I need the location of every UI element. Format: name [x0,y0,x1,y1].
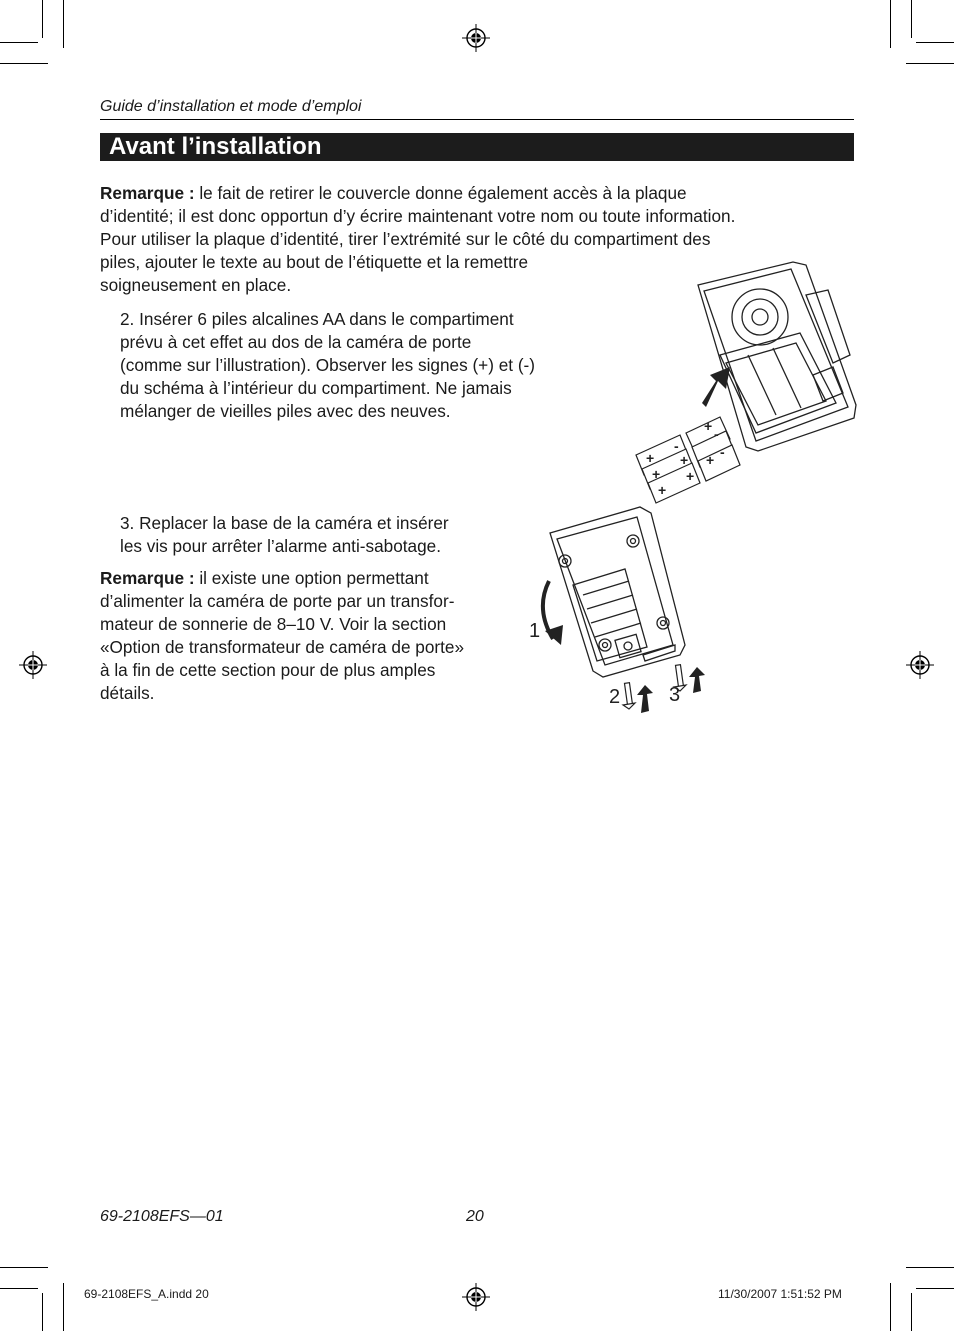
step-text: du schéma à l’intérieur du compartiment. Ne jamais [120,378,512,398]
step-text: mélanger de vieilles piles avec des neuves. [120,401,451,421]
document-number: 69-2108EFS—01 [100,1208,224,1225]
note-text: détails. [100,683,155,703]
note-text: d’identité; il est donc opportun d’y écrire maintenant votre nom ou toute information. [100,206,736,226]
crop-mark [890,1283,891,1331]
note-label: Remarque : [100,568,195,588]
crop-mark [890,0,891,48]
crop-mark [911,0,912,38]
crop-mark [916,42,954,43]
crop-mark [63,1283,64,1331]
note-paragraph [100,567,530,705]
crop-mark [916,1288,954,1289]
figure-label: 3 [669,684,681,706]
base-screws-illustration [525,505,725,720]
note-text: Pour utiliser la plaque d’identité, tirer l’extrémité sur le côté du compartiment des [100,229,711,249]
header-rule [100,119,854,120]
crop-mark [0,63,48,64]
note-text: il existe une option permettant [194,568,429,588]
note-label: Remarque : [100,183,195,203]
registration-mark-icon [462,24,490,52]
step-3 [120,512,566,558]
figure-label: 2 [609,686,621,708]
step-text: prévu à cet effet au dos de la caméra de porte [120,332,472,352]
crop-mark [0,42,38,43]
step-text: 2. Insérer 6 piles alcalines AA dans le compartiment [120,309,514,329]
note-text: piles, ajouter le texte au bout de l’étiquette et la remettre [100,252,529,272]
svg-text:+: + [706,452,715,468]
note-text: à la fin de cette section pour de plus amples [100,660,436,680]
running-header: Guide d’installation et mode d’emploi [100,98,362,115]
crop-mark [42,0,43,38]
crop-mark [42,1293,43,1331]
svg-text:-: - [714,426,719,442]
svg-text:-: - [674,438,679,454]
svg-text:+: + [646,450,655,466]
step-2 [120,308,666,423]
crop-mark [0,1267,48,1268]
step-text: (comme sur l’illustration). Observer les signes (+) et (-) [120,355,535,375]
figure-label: 1 [529,620,541,642]
crop-mark [906,1267,954,1268]
crop-mark [906,63,954,64]
registration-mark-icon [462,1283,490,1311]
svg-text:+: + [652,466,661,482]
step-text: les vis pour arrêter l’alarme anti-sabotage. [120,536,441,556]
step-text: 3. Replacer la base de la caméra et insérer [120,513,449,533]
note-text: mateur de sonnerie de 8–10 V. Voir la section [100,614,447,634]
note-text: soigneusement en place. [100,275,292,295]
crop-mark [0,1288,38,1289]
crop-mark [911,1293,912,1331]
svg-text:+: + [658,482,667,498]
page-number: 20 [466,1208,484,1225]
note-text: «Option de transformateur de caméra de porte» [100,637,465,657]
battery-installation-illustration [628,255,860,505]
note-text: le fait de retirer le couvercle donne également accès à la plaque [194,183,687,203]
slug-file: 69-2108EFS_A.indd 20 [84,1287,209,1301]
svg-text:-: - [720,444,725,460]
note-text: d’alimenter la caméra de porte par un transfor- [100,591,455,611]
svg-text:+: + [680,452,689,468]
svg-text:+: + [704,418,713,434]
section-title: Avant l’installation [109,133,322,160]
svg-text:+: + [686,468,695,484]
section-title-bar [100,133,854,161]
slug-datetime: 11/30/2007 1:51:52 PM [718,1287,842,1301]
registration-mark-icon [906,651,934,679]
crop-mark [63,0,64,48]
registration-mark-icon [19,651,47,679]
